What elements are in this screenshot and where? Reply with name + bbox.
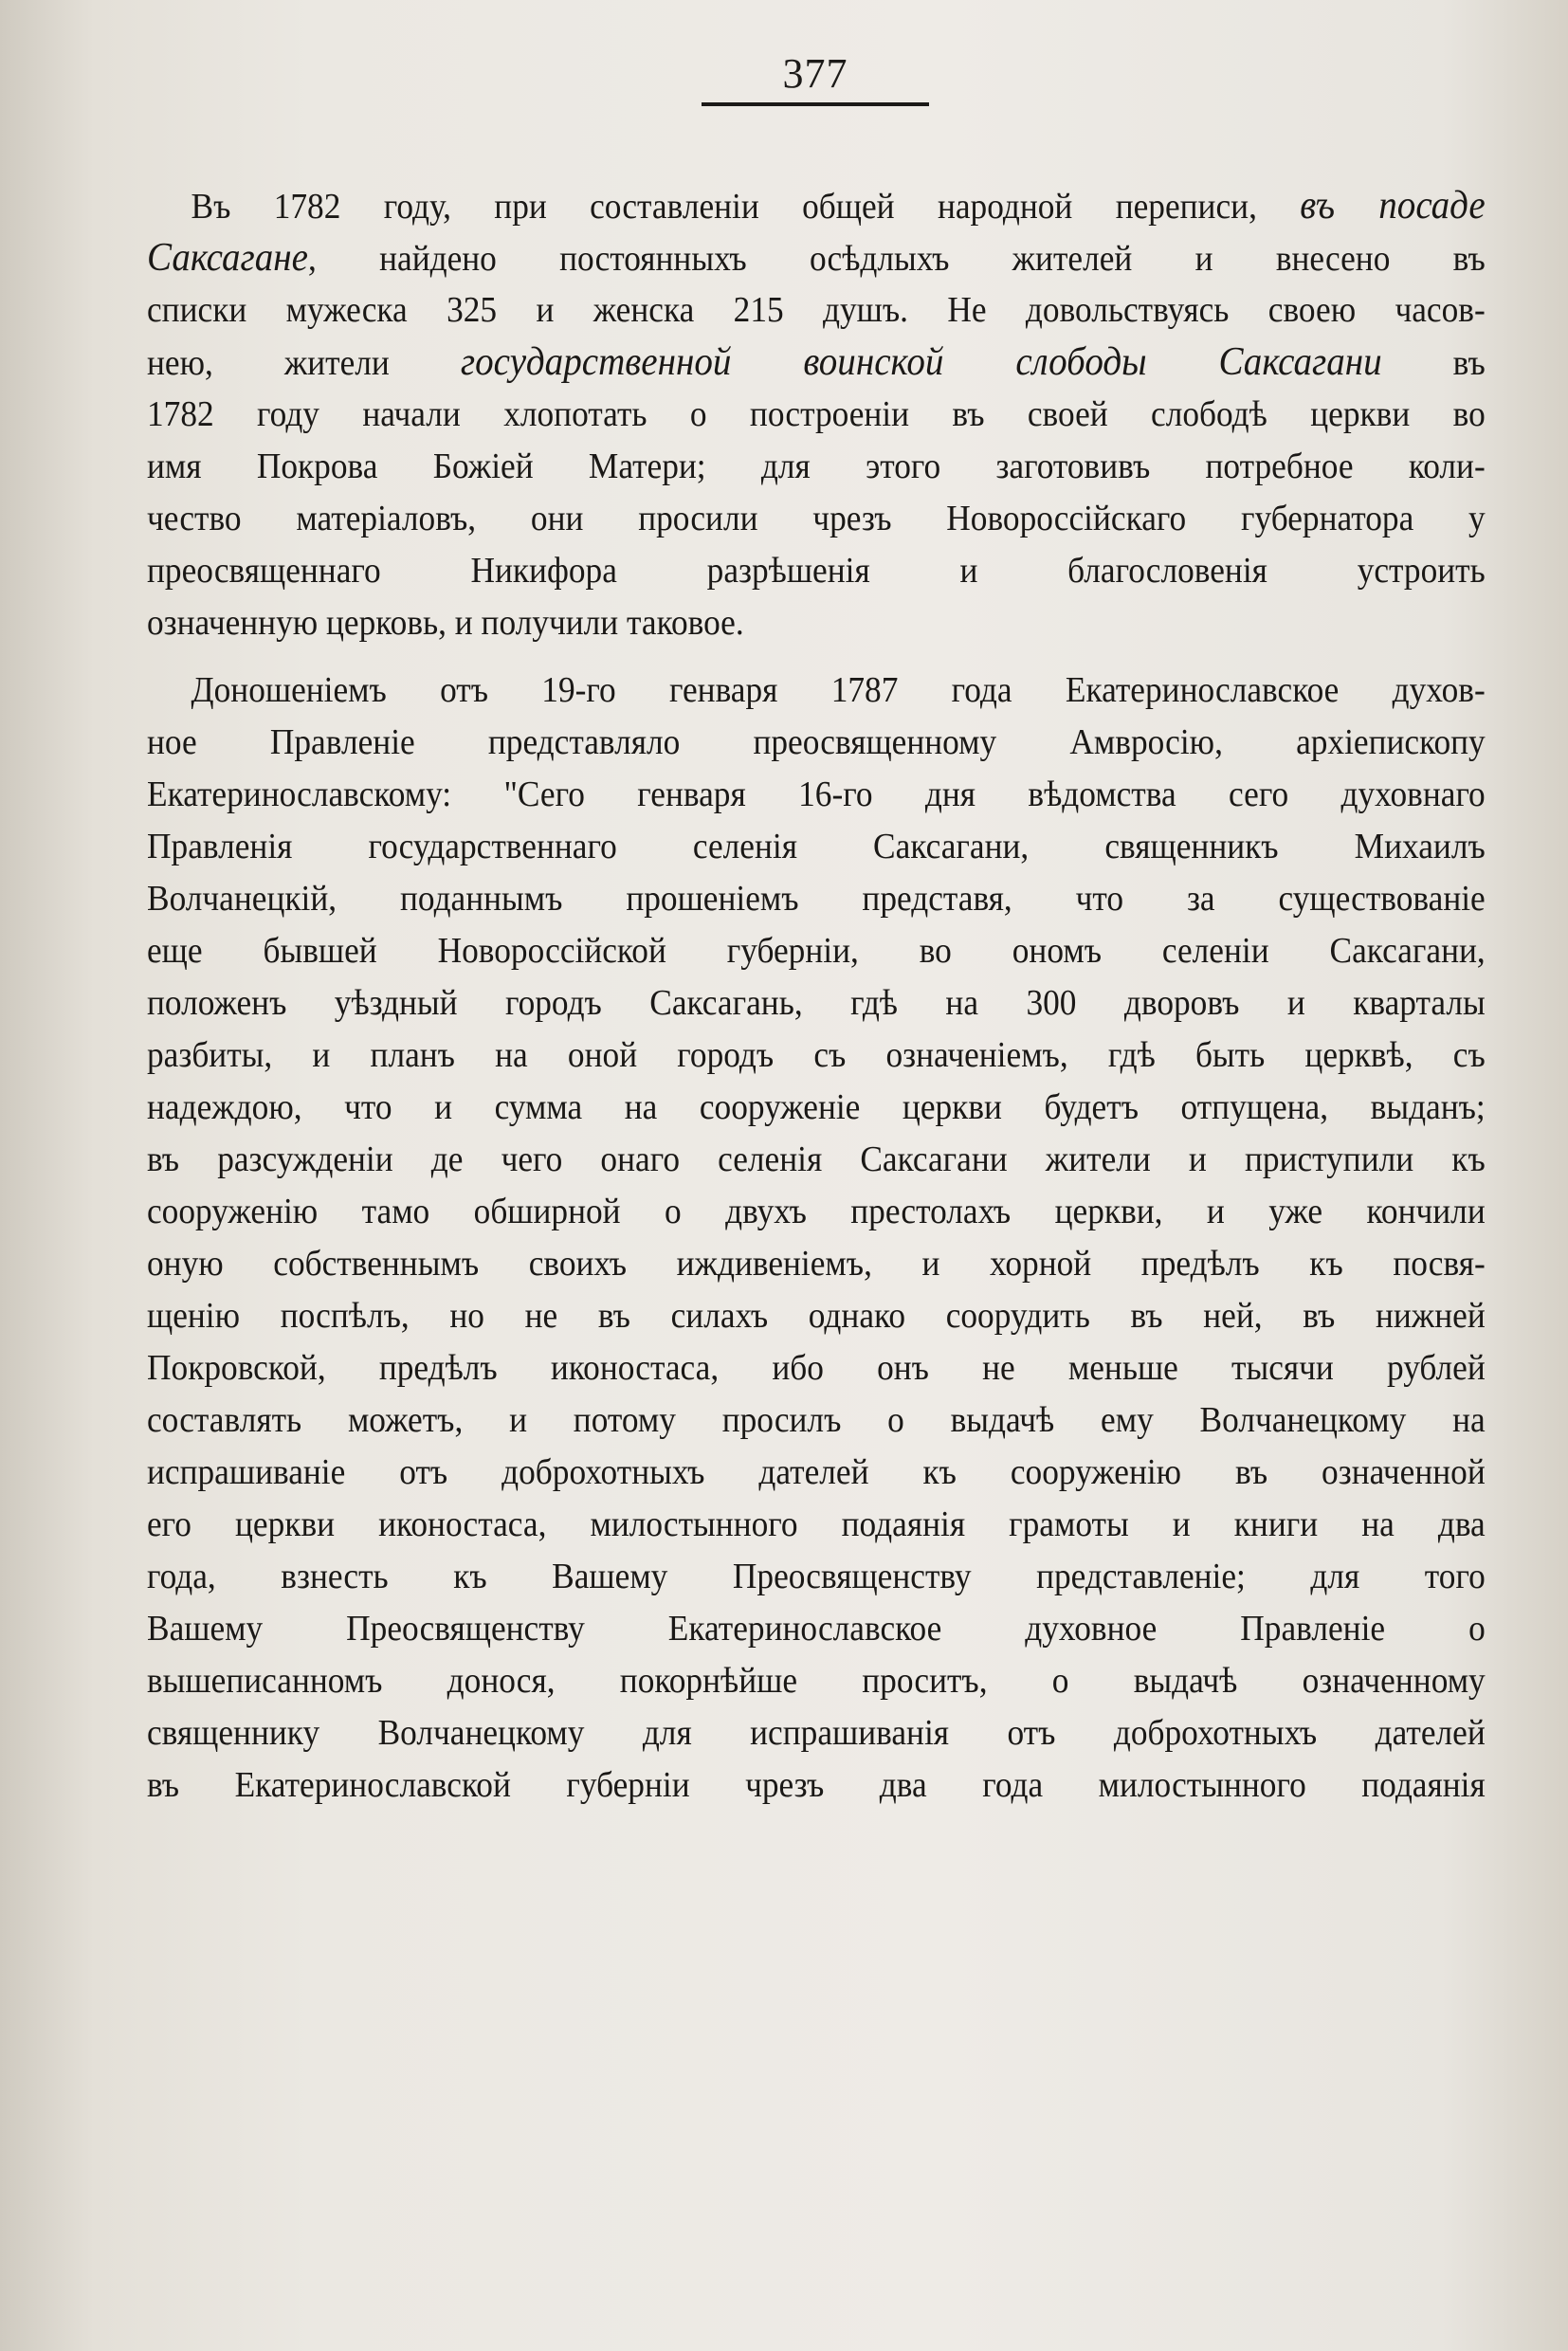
text-line: Вашему Преосвященству Екатеринославское духовное Правленіе о [147, 1609, 1486, 1649]
text-line: преосвященнаго Никифора разрѣшенія и благословенія устроить [147, 551, 1486, 591]
text-line: 1782 году начали хлопотать о построеніи въ своей слободѣ церкви во [147, 394, 1486, 434]
text-line: еще бывшей Новороссійской губерніи, во ономъ селеніи Саксагани, [147, 931, 1486, 971]
text-line: означенную церковь, и получили таковое. [147, 603, 744, 643]
paragraph-1 [147, 180, 1486, 649]
text-line: года, взнесть къ Вашему Преосвященству представленіе; для того [147, 1557, 1486, 1596]
text-line: Волчанецкій, поданнымъ прошеніемъ представя, что за существованіе [147, 879, 1486, 919]
text-line: вышеписанномъ донося, покорнѣйше проситъ, о выдачѣ означенному [147, 1661, 1486, 1701]
page-number-underline [702, 102, 929, 106]
text-line: Екатеринославскому: "Сего генваря 16-го дня вѣдомства сего духовнаго [147, 775, 1486, 814]
text-line: чество матеріаловъ, они просили чрезъ Новороссійскаго губернатора у [147, 499, 1486, 538]
text-line: Покровской, предѣлъ иконостаса, ибо онъ не меньше тысячи рублей [147, 1348, 1486, 1388]
text-line: ное Правленіе представляло преосвященному Амвросію, архіепископу [147, 722, 1486, 762]
text-line: щенію поспѣлъ, но не въ силахъ однако соорудить въ ней, въ нижней [147, 1296, 1486, 1336]
paragraph-gap [147, 649, 1486, 665]
text-line: имя Покрова Божіей Матери; для этого заготовивъ потребное коли- [147, 447, 1486, 486]
paragraph-2 [147, 665, 1486, 1812]
text-line: разбиты, и планъ на оной городъ съ означеніемъ, гдѣ быть церквѣ, съ [147, 1035, 1486, 1075]
text-span: , найдено постоянныхъ осѣдлыхъ жителей и внесено въ [307, 239, 1486, 279]
page-number: 377 [782, 50, 848, 97]
text-line: составлять можетъ, и потому просилъ о выдачѣ ему Волчанецкому на [147, 1400, 1486, 1440]
page-body [147, 180, 1486, 1812]
text-line: оную собственнымъ своихъ иждивеніемъ, и хорной предѣлъ къ посвя- [147, 1244, 1486, 1284]
italic-text-span: Саксагане [147, 236, 308, 280]
text-span: нею, жители [147, 343, 390, 383]
text-line [147, 232, 1486, 284]
text-line: испрашиваніе отъ доброхотныхъ дателей къ сооруженію въ означенной [147, 1452, 1486, 1492]
text-span: Въ 1782 году, при составленіи общей народной переписи, [191, 187, 1257, 227]
text-line: положенъ уѣздный городъ Саксагань, гдѣ на 300 дворовъ и кварталы [147, 983, 1486, 1023]
text-line: Правленія государственнаго селенія Саксагани, священникъ Михаилъ [147, 827, 1486, 866]
text-line: въ Екатеринославской губерніи чрезъ два года милостынного подаянія [147, 1765, 1486, 1805]
text-line: сооруженію тамо обширной о двухъ престолахъ церкви, и уже кончили [147, 1192, 1486, 1231]
text-line: списки мужеска 325 и женска 215 душъ. Не довольствуясь своею часов- [147, 290, 1486, 330]
text-line [147, 180, 1486, 232]
text-line: священнику Волчанецкому для испрашиванія отъ доброхотныхъ дателей [147, 1713, 1486, 1753]
text-line: его церкви иконостаса, милостынного подаянія грамоты и книги на два [147, 1504, 1486, 1544]
text-line: въ разсужденіи де чего онаго селенія Саксагани жители и приступили къ [147, 1139, 1486, 1179]
text-line: Доношеніемъ отъ 19-го генваря 1787 года Екатеринославское духов- [191, 670, 1486, 710]
italic-text-span: въ посаде [1300, 184, 1486, 228]
text-line [147, 337, 1486, 389]
italic-text-span: государственной воинской слободы Саксагани [460, 340, 1382, 384]
text-span: въ [1452, 343, 1486, 383]
text-line: надеждою, что и сумма на сооруженіе церкви будетъ отпущена, выданъ; [147, 1087, 1486, 1127]
